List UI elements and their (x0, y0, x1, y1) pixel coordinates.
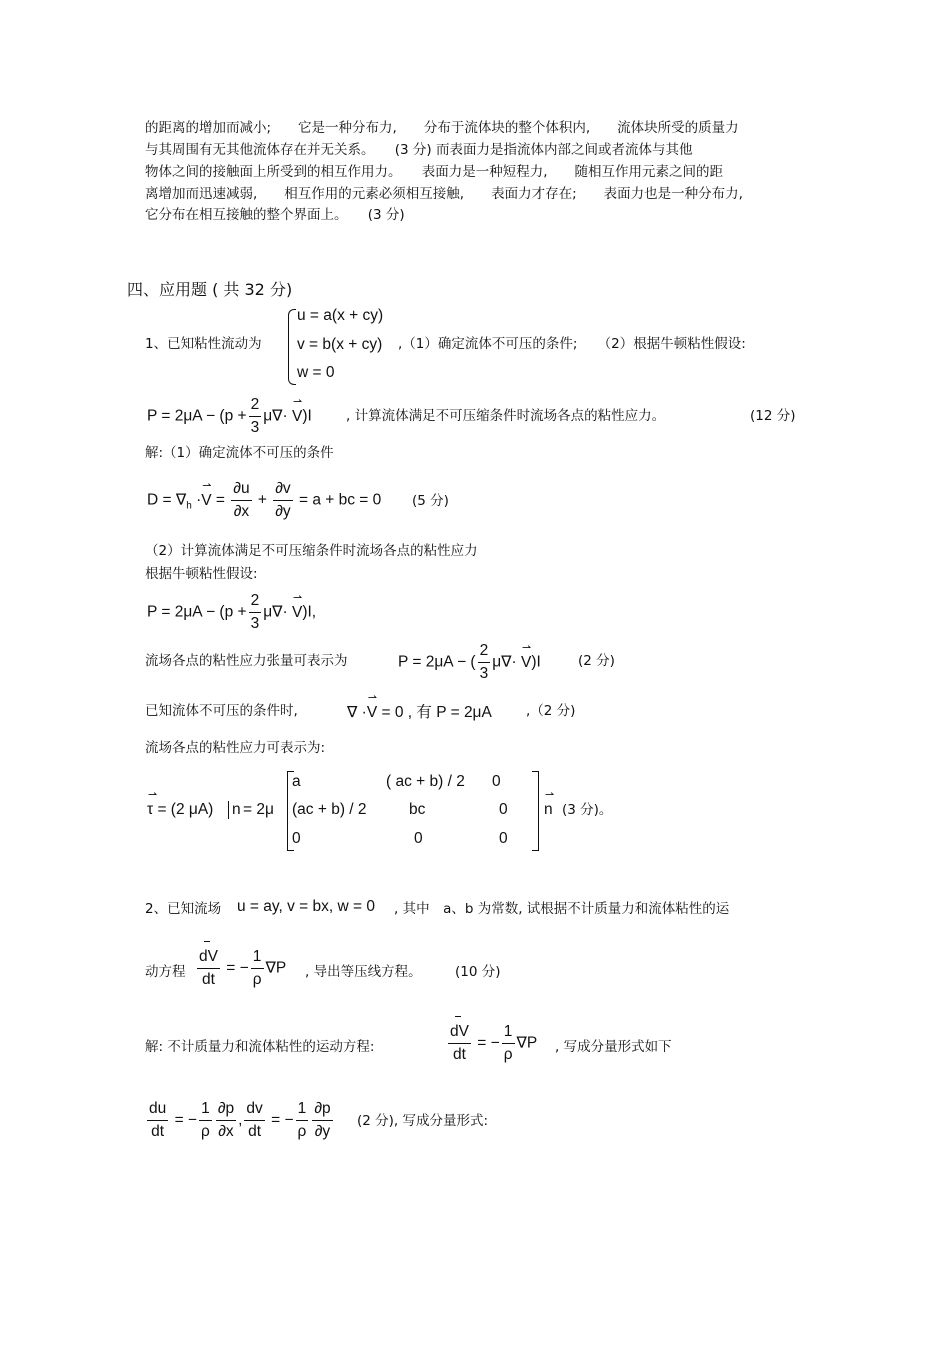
comma: , (238, 1111, 243, 1129)
frac-num (197, 946, 220, 969)
q1-p-tail: , 计算流体满足不可压缩条件时流场各点的粘性应力。 (346, 408, 666, 424)
component-score: (2 分), 写成分量形式: (357, 1113, 489, 1129)
divergence-eq: $D = \nabla_h$ ·⇀ V = $\frac{\partial u}{\partial x}$ + $\frac{\partial v}{\partial y}$ = a + bc = 0 (147, 478, 381, 523)
minus: = − (271, 1111, 294, 1129)
frac-den: 3 (250, 615, 260, 632)
frac-num: 1 (296, 1098, 309, 1121)
dv-bar: dV (199, 946, 218, 968)
m-1-0: (ac + b) / 2 (292, 801, 367, 818)
m-2-0: 0 (292, 830, 301, 847)
frac-num: ∂p (312, 1098, 332, 1121)
fraction-1-rho (502, 1021, 515, 1066)
vector-v: ⇀ V (292, 408, 302, 426)
fraction-dp-dx (216, 1098, 236, 1143)
mu-nabla: μ∇· (263, 603, 288, 621)
q2-score: (10 分) (455, 964, 501, 980)
q2-rest: , 其中 a、b 为常数, 试根据不计质量力和流体粘性的运 (394, 901, 730, 917)
vector-v: ⇀ V (201, 492, 211, 510)
frac-den: ∂y (275, 503, 291, 520)
fraction-2-3 (478, 640, 491, 685)
close-i: )I (531, 653, 541, 671)
fraction-2-3 (249, 590, 262, 635)
tau-eq-left: = (2 μA) (157, 801, 214, 818)
tensor-text: 流场各点的粘性应力张量可表示为 (145, 653, 348, 669)
q2-eq-tail: , 导出等压线方程。 (305, 964, 422, 980)
p3-left: P = 2μA − ( (398, 653, 476, 671)
frac-den: ρ (200, 1123, 210, 1140)
intro-line-3: 物体之间的接触面上所受到的相互作用力。 表面力是一种短程力, 随相互作用元素之间的距 (145, 164, 724, 180)
eq-v: v = b(x + cy) (297, 336, 383, 353)
n-vector-label: ⇀ n (544, 801, 553, 819)
close-i: )I (302, 407, 312, 425)
m-2-1: 0 (414, 830, 423, 847)
fraction-dv-dt (197, 946, 220, 991)
fraction-1-rho (251, 946, 264, 991)
frac-den: ρ (297, 1123, 307, 1140)
fraction-du-dx (231, 478, 251, 523)
frac-num: dv (244, 1098, 264, 1121)
matrix-right-bracket (532, 771, 539, 851)
matrix-score: (3 分)。 (562, 802, 613, 818)
d-left: D = ∇ (147, 491, 187, 509)
minus: = − (226, 959, 249, 977)
n-vector: n (228, 801, 241, 819)
m-0-1: ( ac + b) / 2 (386, 773, 465, 790)
grad-p: ∇P (516, 1034, 538, 1052)
p3-score: (2 分) (578, 653, 615, 669)
frac-num: ∂u (231, 478, 251, 501)
frac-den: ρ (503, 1046, 513, 1063)
intro-line-1: 的距离的增加而减小; 它是一种分布力, 分布于流体块的整个体积内, 流体块所受的质量力 (145, 120, 739, 136)
intro-line-2: 与其周围有无其他流体存在并无关系。 (3 分) 而表面力是指流体内部之间或者流体与其他 (145, 142, 693, 158)
fraction-dv-dt (448, 1021, 471, 1066)
frac-num: 2 (478, 640, 491, 663)
nabla-dot: ∇ · (347, 704, 367, 721)
part-2-heading: （2）计算流体满足不可压缩条件时流场各点的粘性应力 (145, 543, 478, 559)
frac-den: ρ (252, 971, 262, 988)
frac-num: 1 (502, 1021, 515, 1044)
frac-num: 1 (199, 1098, 212, 1121)
frac-den: ∂x (218, 1123, 234, 1140)
mu-nabla: μ∇· (263, 407, 288, 425)
vector-v: ⇀ V (367, 704, 377, 722)
viscous-stress-eq (147, 394, 312, 439)
frac-num: 2 (249, 394, 262, 417)
eq-zero: = 0 , 有 (381, 704, 432, 721)
euler-eq-2 (446, 1021, 537, 1066)
q1-lead: 1、已知粘性流动为 (145, 336, 262, 352)
comma: , (311, 603, 317, 621)
fraction-dv-dt-comp (244, 1098, 264, 1143)
m-1-1: bc (409, 801, 426, 818)
minus: = − (174, 1111, 197, 1129)
dot-op: · (196, 491, 202, 509)
eq-2mu: = 2μ (243, 801, 274, 818)
intro-line-5: 它分布在相互接触的整个界面上。 (3 分) (145, 207, 405, 223)
p-left: P = 2μA − (p + (147, 603, 247, 621)
frac-den: ∂x (233, 503, 250, 520)
frac-den: dt (202, 971, 215, 988)
frac-num: 1 (251, 946, 264, 969)
q1-tail: ,（1）确定流体不可压的条件; （2）根据牛顿粘性假设: (398, 336, 746, 352)
newton-hypothesis: 根据牛顿粘性假设: (145, 566, 258, 582)
n-vector-right (544, 801, 553, 819)
each-point-text: 流场各点的粘性应力可表示为: (145, 740, 326, 756)
q2-eq-pre: 动方程 (145, 964, 186, 980)
p4-score: ,（2 分) (526, 703, 576, 719)
dv-bar: dV (450, 1021, 469, 1043)
q2-field: u = ay, v = bx, w = 0 (237, 898, 375, 915)
m-2-2: 0 (499, 830, 508, 847)
vector-v: ⇀ V (521, 654, 531, 672)
p4: P = 2μA (436, 704, 492, 721)
frac-num: du (147, 1098, 168, 1121)
q2-sol-pre: 解: 不计质量力和流体粘性的运动方程: (145, 1039, 375, 1055)
fraction-1-rho (296, 1098, 309, 1143)
tau-vector: ⇀ τ (147, 801, 153, 819)
incompressible-eq (347, 700, 492, 722)
fraction-dv-dy (273, 478, 292, 523)
solution-heading: 解:（1）确定流体不可压的条件 (145, 445, 334, 461)
q2-lead: 2、已知流场 (145, 901, 222, 917)
close-i: )I (302, 603, 312, 621)
fraction-1-rho (199, 1098, 212, 1143)
frac-num: ∂p (216, 1098, 236, 1121)
frac-num: ∂v (273, 478, 292, 501)
component-eqs (145, 1098, 335, 1143)
m-0-0: a (292, 773, 301, 790)
frac-den: 3 (250, 419, 260, 436)
system-brace (288, 309, 296, 385)
fraction-du-dt (147, 1098, 168, 1143)
incompressible-text: 已知流体不可压的条件时, (145, 703, 298, 719)
euler-eq (195, 946, 286, 991)
m-0-2: 0 (492, 773, 501, 790)
frac-den: dt (151, 1123, 165, 1140)
frac-den: dt (453, 1046, 466, 1063)
minus: = − (477, 1034, 500, 1052)
d-sub: h (186, 500, 192, 512)
p-left: P = 2μA − (p + (147, 407, 247, 425)
mu-nabla: μ∇· (492, 653, 517, 671)
eq-u: u = a(x + cy) (297, 307, 384, 324)
frac-num (448, 1021, 471, 1044)
tau-eq (147, 801, 213, 819)
grad-p: ∇P (265, 959, 287, 977)
vector-v: ⇀ V (292, 604, 302, 622)
frac-den: 3 (479, 665, 489, 682)
viscous-stress-eq-2 (147, 590, 316, 635)
frac-den: dt (248, 1123, 262, 1140)
fraction-dp-dy (312, 1098, 332, 1143)
q2-sol-tail: , 写成分量形式如下 (555, 1039, 672, 1055)
d-right: = a + bc = 0 (298, 491, 382, 509)
viscous-stress-eq-3 (398, 640, 541, 685)
q1-score: (12 分) (750, 408, 796, 424)
section-title: 四、应用题 ( 共 32 分) (127, 280, 293, 299)
frac-den: ∂y (314, 1123, 331, 1140)
d-score: (5 分) (412, 493, 449, 509)
m-1-2: 0 (499, 801, 508, 818)
intro-line-4: 离增加而迅速减弱, 相互作用的元素必须相互接触, 表面力才存在; 表面力也是一种分布力, (145, 186, 743, 202)
fraction-2-3 (249, 394, 262, 439)
frac-num: 2 (249, 590, 262, 613)
eq-w: w = 0 (297, 364, 335, 381)
